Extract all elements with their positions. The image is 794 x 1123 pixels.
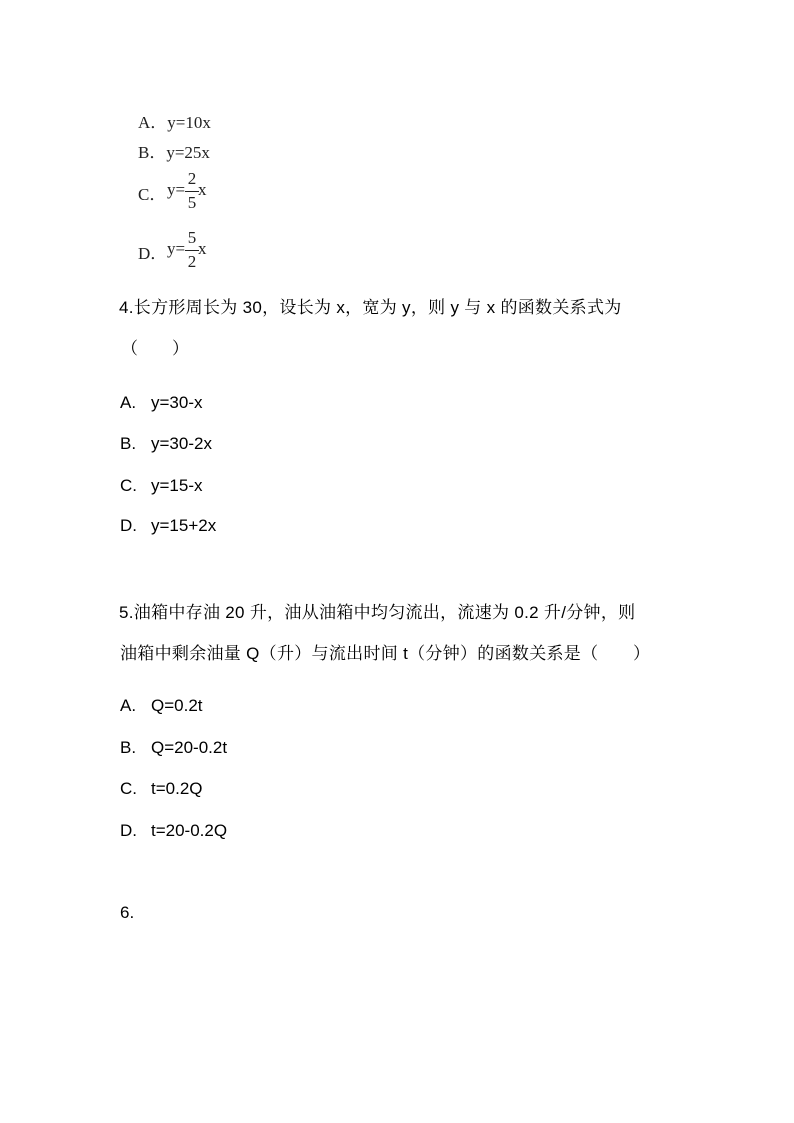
q3-option-b-letter: B． bbox=[138, 143, 167, 162]
q6-number: 6. bbox=[120, 903, 135, 922]
q3-option-a bbox=[138, 108, 211, 133]
q3-option-d-denominator: 2 bbox=[187, 252, 197, 271]
q3-option-d-prefix: y= bbox=[167, 239, 186, 258]
q3-option-b bbox=[138, 138, 210, 163]
q4-option-b bbox=[120, 434, 212, 454]
q3-option-c-fraction-bar bbox=[185, 191, 199, 192]
q5-stem-line2: 油箱中剩余油量 Q（升）与流出时间 t（分钟）的函数关系是（ ） bbox=[120, 644, 651, 663]
q5-option-a-letter: A. bbox=[120, 696, 137, 715]
q4-option-b-text: y=30-2x bbox=[151, 434, 212, 453]
q4-option-a-letter: A. bbox=[120, 393, 137, 412]
q5-option-d-letter: D. bbox=[120, 821, 137, 840]
q3-option-a-text: y=10x bbox=[167, 113, 211, 132]
q3-option-d-fraction-bar bbox=[185, 250, 199, 251]
q5-option-c-letter: C. bbox=[120, 779, 137, 798]
q4-option-b-letter: B. bbox=[120, 434, 137, 453]
q3-option-d-numerator: 5 bbox=[187, 228, 197, 247]
q3-option-c-denominator: 5 bbox=[187, 193, 197, 212]
q4-option-a-text: y=30-x bbox=[151, 393, 203, 412]
q5-option-b-text: Q=20-0.2t bbox=[151, 738, 228, 757]
q4-stem-line1: 4.长方形周长为 30，设长为 x，宽为 y，则 y 与 x 的函数关系式为 bbox=[119, 298, 622, 317]
q4-stem-line2: （ ） bbox=[121, 339, 189, 358]
q5-option-d-text: t=20-0.2Q bbox=[151, 821, 228, 840]
q5-option-c-text: t=0.2Q bbox=[151, 779, 203, 798]
q4-option-c-letter: C. bbox=[120, 476, 137, 495]
q4-option-d bbox=[120, 516, 216, 536]
q3-option-d-suffix: x bbox=[198, 239, 207, 258]
q3-option-a-letter: A． bbox=[138, 113, 168, 132]
q4-option-c bbox=[120, 476, 203, 496]
q5-stem-line1: 5.油箱中存油 20 升，油从油箱中均匀流出，流速为 0.2 升/分钟，则 bbox=[119, 603, 636, 622]
q3-option-c-suffix: x bbox=[198, 180, 207, 199]
q5-option-b-letter: B. bbox=[120, 738, 137, 757]
q4-option-d-text: y=15+2x bbox=[151, 516, 217, 535]
q4-option-a bbox=[120, 393, 203, 413]
q5-option-c bbox=[120, 779, 203, 799]
q4-option-c-text: y=15-x bbox=[151, 476, 203, 495]
q3-option-c-prefix: y= bbox=[167, 180, 186, 199]
q3-option-c-letter: C． bbox=[138, 185, 167, 204]
q3-option-d-letter: D． bbox=[138, 244, 168, 263]
q5-option-d bbox=[120, 821, 227, 841]
q5-option-b bbox=[120, 738, 227, 758]
q5-option-a-text: Q=0.2t bbox=[151, 696, 203, 715]
q3-option-b-text: y=25x bbox=[166, 143, 210, 162]
q3-option-c-numerator: 2 bbox=[187, 169, 197, 188]
q5-option-a bbox=[120, 696, 203, 716]
q4-option-d-letter: D. bbox=[120, 516, 137, 535]
